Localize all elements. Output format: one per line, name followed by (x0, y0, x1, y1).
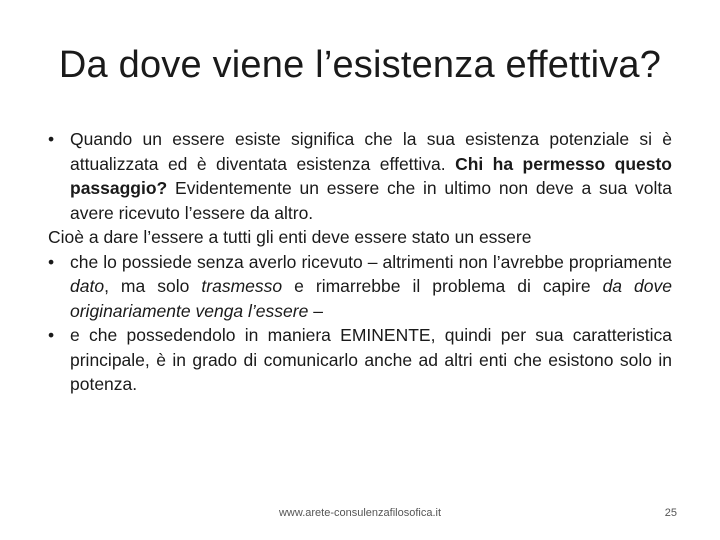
bullet-2-text-b: , ma solo (104, 276, 202, 296)
footer-url: www.arete-consulenzafilosofica.it (278, 507, 442, 519)
bullet-2-italic-trasmesso: trasmesso (201, 276, 283, 296)
bullet-mark: • (48, 251, 55, 272)
bullet-mark: • (48, 325, 55, 345)
bullet-2-italic-dato: dato (70, 276, 105, 296)
bullet-item-3 (48, 323, 672, 397)
intro-line-text: Cioè a dare l’essere a tutti gli enti deve essere stato un essere (48, 227, 532, 247)
bullet-2-text-d: – (308, 300, 323, 321)
bullet-mark: • (48, 129, 55, 149)
bullet-2-text: che lo possiede senza averlo ricevuto – altrimenti non l’avrebbe propriamente (70, 251, 672, 272)
bullet-item-1 (48, 127, 672, 225)
bullet-1-question: Chi ha permesso questo passaggio? (70, 153, 672, 198)
bullet-2-italic-origin: da dove originariamente venga l’essere (70, 276, 672, 321)
bullet-1-text-cont: Evidentemente un essere che in ultimo non deve a sua volta avere ricevuto l’essere da altro. (70, 178, 672, 223)
bullet-item-2 (48, 250, 672, 324)
bullet-3-text: e che possedendolo in maniera EMINENTE, quindi per sua caratteristica principale, è in grado di comunicarlo anche ad altri enti che esistono solo in potenza. (70, 325, 672, 394)
intro-line (48, 225, 672, 250)
page-number: 25 (664, 507, 677, 519)
bullet-1-text: Quando un essere esiste significa che la sua esistenza potenziale si è attualizzata ed è diventata esistenza effettiva. (70, 129, 672, 174)
bullet-2-text-c: e rimarrebbe il problema di capire (282, 276, 603, 296)
slide-body (48, 127, 672, 397)
slide-title: Da dove viene l’esistenza effettiva? (58, 44, 662, 86)
